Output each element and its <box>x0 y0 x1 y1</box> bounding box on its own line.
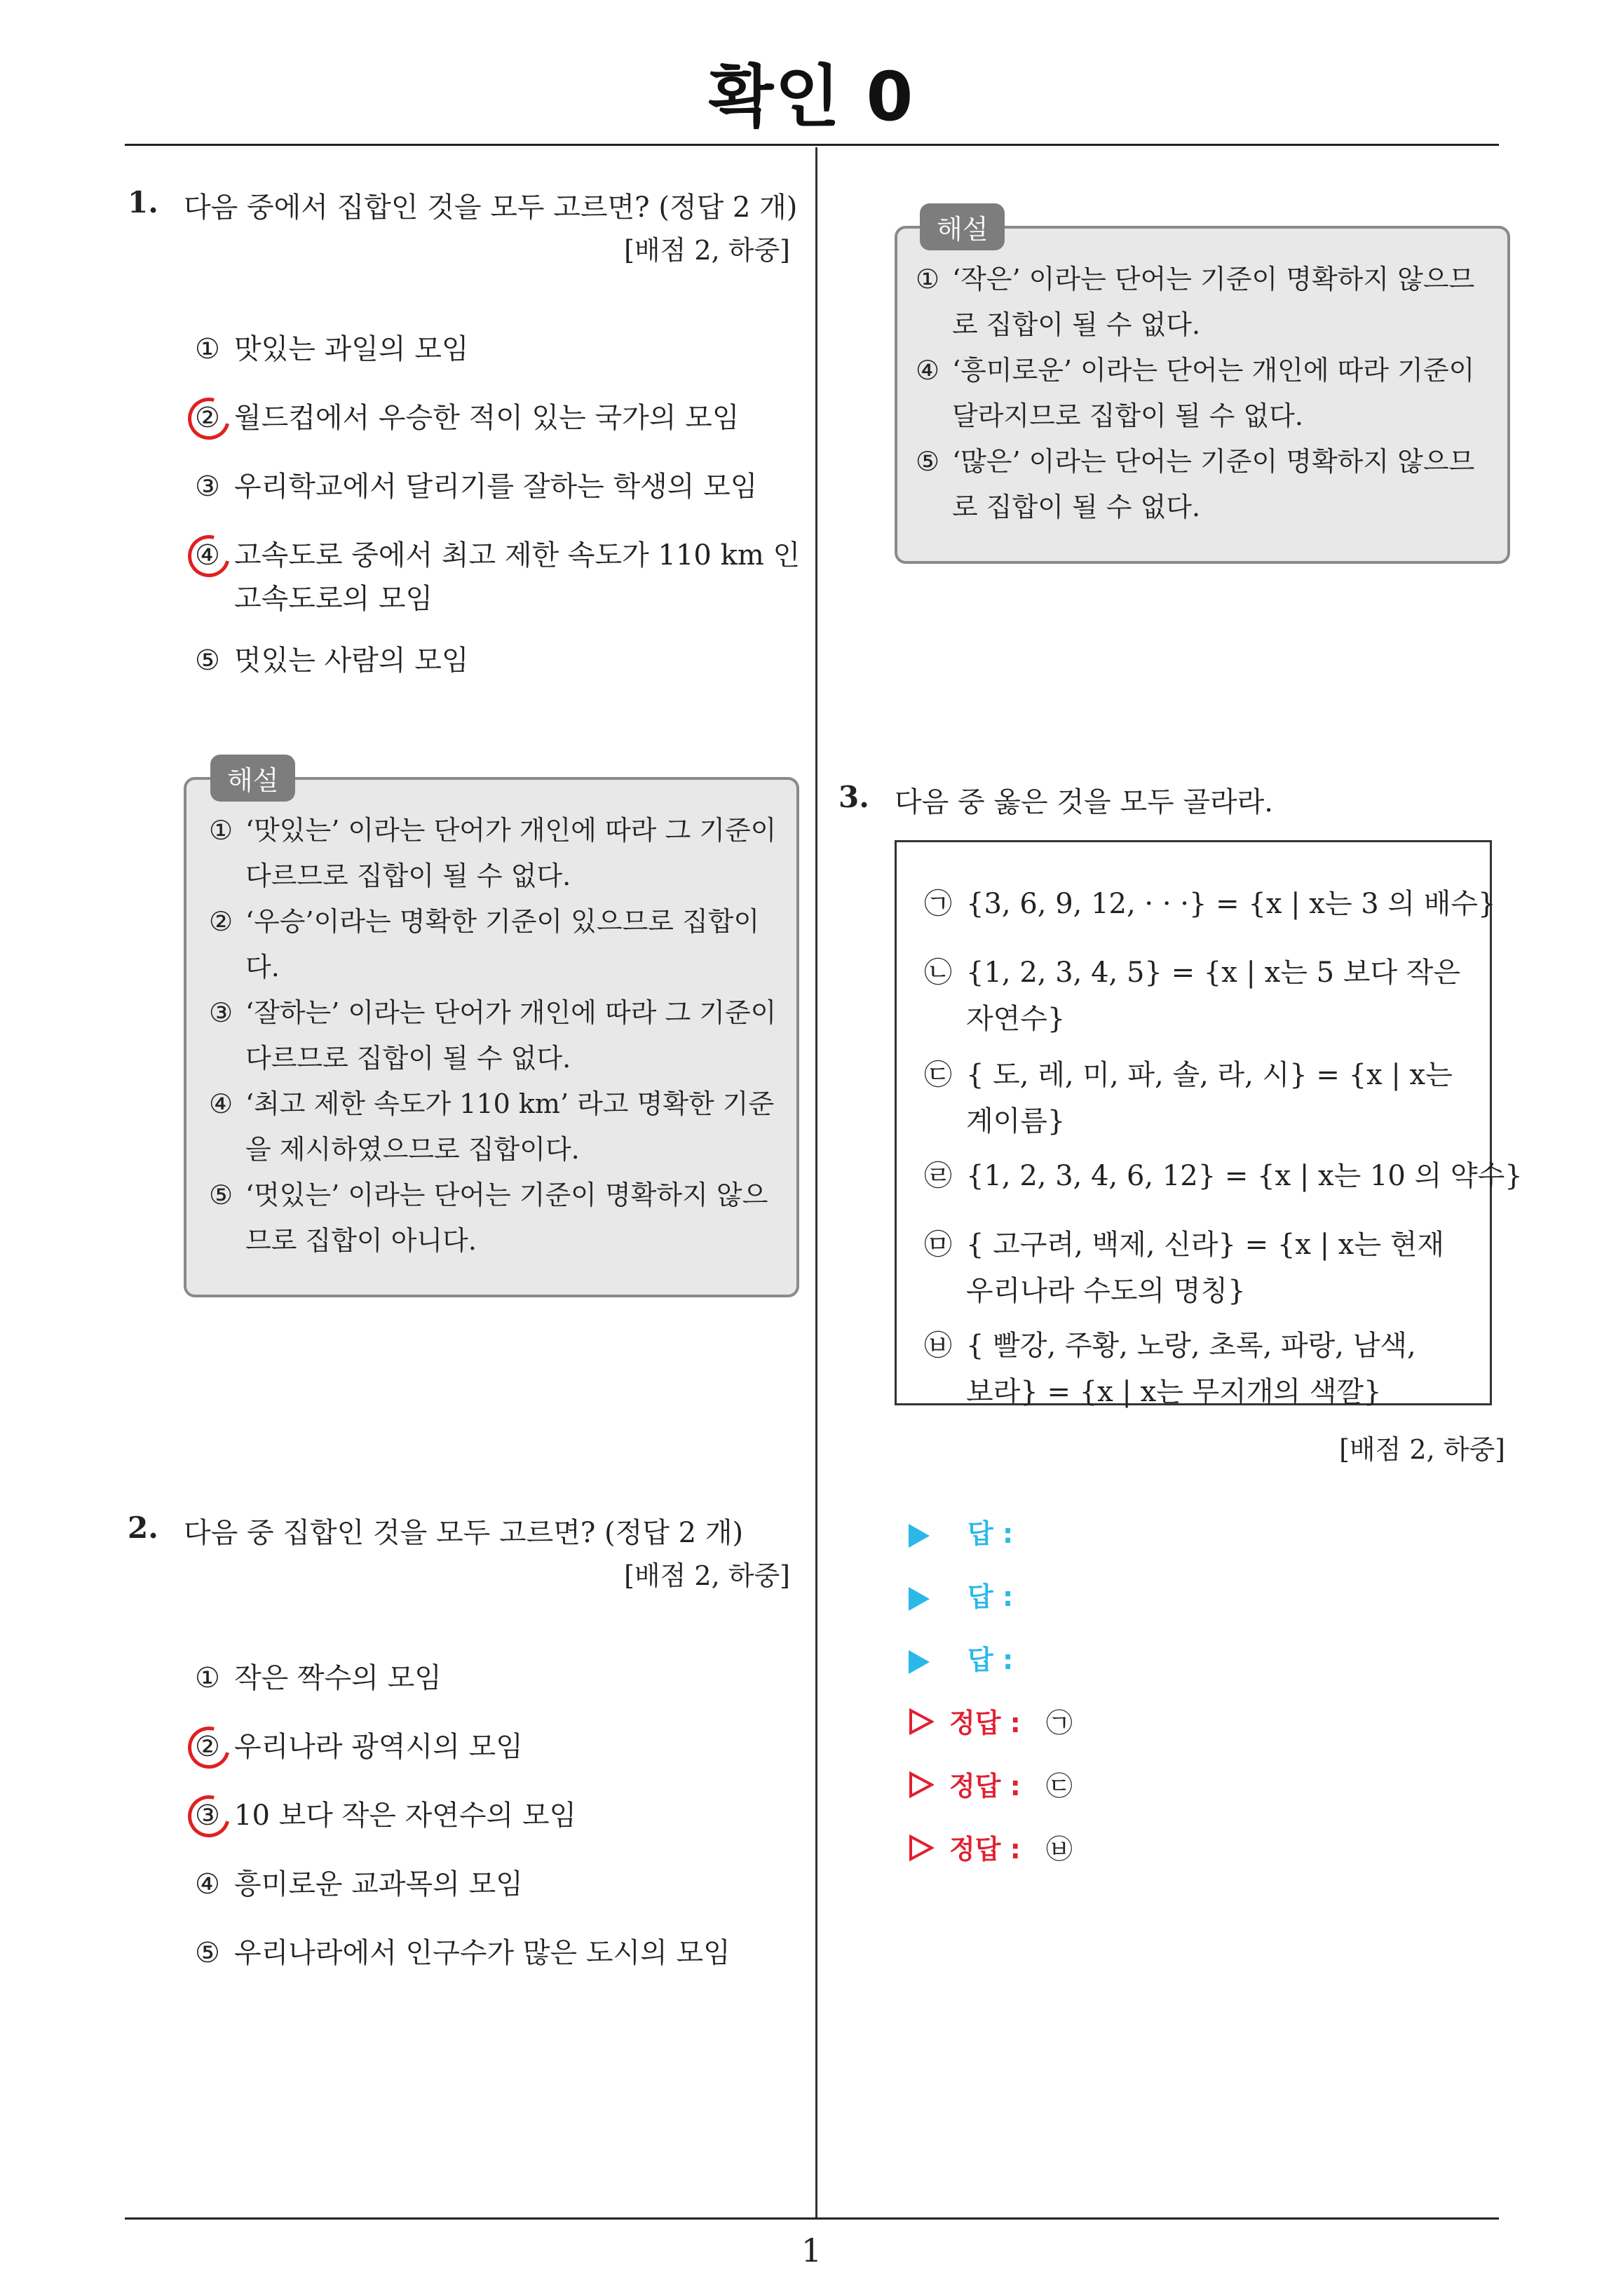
statement-text <box>966 1052 1453 1144</box>
question-text: 다음 중에서 집합인 것을 모두 고르면? (정답 2 개) <box>184 191 798 224</box>
explanation-text <box>245 990 776 1081</box>
statement-label: ㉡ <box>924 957 952 989</box>
option-3[interactable] <box>195 1794 576 1837</box>
statement-item <box>924 1222 1444 1314</box>
option-text <box>234 1656 442 1700</box>
explanation-tag: 해설 <box>210 755 295 802</box>
play-triangle-icon <box>909 1524 930 1548</box>
explanation-line: ‘작은’ 이라는 단어는 기준이 명확하지 않으므 <box>952 264 1475 295</box>
statement-item <box>924 1052 1453 1144</box>
option-line: 월드컵에서 우승한 적이 있는 국가의 모임 <box>234 402 740 434</box>
correct-answer-label: 정답 : <box>949 1834 1021 1865</box>
option-line: 우리나라 광역시의 모임 <box>234 1731 523 1763</box>
statement-label: ㉠ <box>924 888 952 920</box>
explanation-list <box>209 808 777 1264</box>
explanation-line: 다르므로 집합이 될 수 없다. <box>245 860 571 891</box>
option-1[interactable] <box>195 1656 442 1700</box>
option-text <box>234 1725 523 1769</box>
option-text <box>234 534 800 621</box>
explanation-item <box>916 348 1490 439</box>
question-number: 3. <box>838 780 869 814</box>
explanation-tag: 해설 <box>920 203 1005 250</box>
answer-blank-row[interactable] <box>909 1638 1013 1677</box>
statement-label: ㉥ <box>924 1330 952 1362</box>
correct-answer-label: 정답 : <box>949 1771 1021 1802</box>
explanation-item <box>916 257 1490 348</box>
column-divider <box>815 147 817 2219</box>
explanation-text <box>952 348 1474 439</box>
explanation-line: ‘많은’ 이라는 단어는 기준이 명확하지 않으므 <box>952 446 1475 477</box>
outline-triangle-icon <box>909 1708 934 1741</box>
explanation-line: 로 집합이 될 수 없다. <box>952 492 1201 522</box>
option-2[interactable] <box>195 1725 523 1769</box>
statement-text <box>966 1323 1416 1415</box>
explanation-line: 로 집합이 될 수 없다. <box>952 309 1201 340</box>
page-title: 확인 0 <box>708 58 915 136</box>
statement-label: ㉤ <box>924 1229 952 1261</box>
statement-line: { 빨강, 주황, 노랑, 초록, 파랑, 남색, <box>966 1330 1416 1362</box>
statement-line: { 도, 레, 미, 파, 솔, 라, 시} = {x | x는 <box>966 1059 1453 1091</box>
correct-answer-row <box>909 1764 1073 1804</box>
explanation-number: ③ <box>209 997 233 1028</box>
statement-item <box>924 1323 1416 1415</box>
explanation-item <box>209 1081 777 1173</box>
play-triangle-icon <box>909 1587 930 1611</box>
statement-item <box>924 881 1495 927</box>
statement-label: ㉣ <box>924 1160 952 1192</box>
explanation-number: ④ <box>209 1088 233 1119</box>
statement-item <box>924 1153 1523 1199</box>
option-line: 흥미로운 교과목의 모임 <box>234 1868 523 1900</box>
explanation-line: 므로 집합이 아니다. <box>245 1225 477 1256</box>
question-meta: [배점 2, 하중] <box>624 1560 790 1591</box>
option-2[interactable] <box>195 396 739 440</box>
explanation-number: ⑤ <box>209 1180 233 1210</box>
explanation-line: ‘흥미로운’ 이라는 단어는 개인에 따라 기준이 <box>952 355 1475 386</box>
option-number: ③ <box>195 471 220 503</box>
option-text <box>234 327 469 371</box>
explanation-line: 을 제시하였으므로 집합이다. <box>245 1134 580 1165</box>
answer-label: 답 : <box>967 1581 1014 1612</box>
explanation-number: ④ <box>916 355 940 386</box>
question-number: 1. <box>128 185 158 220</box>
option-number: ② <box>195 402 220 434</box>
option-text <box>234 1931 731 1975</box>
outline-triangle-icon <box>909 1835 934 1868</box>
explanation-text <box>245 1081 774 1173</box>
option-line: 작은 짝수의 모임 <box>234 1662 442 1694</box>
correct-answer-label: 정답 : <box>949 1708 1021 1738</box>
question-meta: [배점 2, 하중] <box>624 235 790 266</box>
statement-text <box>966 881 1495 927</box>
explanation-text <box>952 439 1474 530</box>
explanation-number: ② <box>209 906 233 937</box>
option-5[interactable] <box>195 1931 731 1975</box>
question-meta: [배점 2, 하중] <box>1339 1434 1505 1465</box>
statement-line: {1, 2, 3, 4, 6, 12} = {x | x는 10 의 약수} <box>966 1160 1523 1192</box>
option-line: 멋있는 사람의 모임 <box>234 644 469 677</box>
explanation-text <box>245 808 776 899</box>
option-text <box>234 1794 576 1837</box>
explanation-item <box>209 808 777 899</box>
statement-label: ㉢ <box>924 1059 952 1091</box>
option-number: ① <box>195 1662 220 1694</box>
question-text: 다음 중 집합인 것을 모두 고르면? (정답 2 개) <box>184 1517 744 1549</box>
question-number: 2. <box>128 1511 158 1545</box>
question-text: 다음 중 옳은 것을 모두 골라라. <box>895 786 1273 818</box>
option-number: ④ <box>195 1868 220 1900</box>
correct-answer-value: ㉢ <box>1045 1771 1073 1802</box>
correct-answer-value: ㉠ <box>1045 1708 1073 1738</box>
option-number: ⑤ <box>195 1937 220 1969</box>
explanation-number: ① <box>209 815 233 846</box>
explanation-line: 달라지므로 집합이 될 수 없다. <box>952 400 1303 431</box>
top-divider <box>125 144 1499 146</box>
option-3[interactable] <box>195 465 757 508</box>
explanation-line: ‘최고 제한 속도가 110 km’ 라고 명확한 기준 <box>245 1088 775 1119</box>
correct-answer-value: ㉥ <box>1045 1834 1073 1865</box>
option-number: ① <box>195 333 220 365</box>
statement-line: {3, 6, 9, 12, · · ·} = {x | x는 3 의 배수} <box>966 888 1496 920</box>
option-4[interactable] <box>195 534 800 621</box>
statement-line: 우리나라 수도의 명칭} <box>966 1275 1246 1307</box>
option-line: 맛있는 과일의 모임 <box>234 333 469 365</box>
explanation-item <box>209 1173 777 1264</box>
explanation-number: ① <box>916 264 940 295</box>
explanation-line: ‘우승’이라는 명확한 기준이 있으므로 집합이 <box>245 906 760 937</box>
option-text <box>234 639 469 682</box>
option-number: ③ <box>195 1799 220 1832</box>
play-triangle-icon <box>909 1650 930 1674</box>
explanation-line: 다. <box>245 952 280 982</box>
statement-text <box>966 950 1460 1042</box>
option-line: 우리학교에서 달리기를 잘하는 학생의 모임 <box>234 471 758 503</box>
correct-answer-row <box>909 1701 1073 1741</box>
bottom-divider <box>125 2217 1499 2220</box>
explanation-item <box>916 439 1490 530</box>
option-line: 고속도로 중에서 최고 제한 속도가 110 km 인 <box>234 539 801 572</box>
statement-line: 보라} = {x | x는 무지개의 색깔} <box>966 1376 1382 1408</box>
explanation-line: ‘잘하는’ 이라는 단어가 개인에 따라 그 기준이 <box>245 997 777 1028</box>
option-4[interactable] <box>195 1863 523 1906</box>
page-number: 1 <box>801 2231 822 2269</box>
outline-triangle-icon <box>909 1771 934 1804</box>
correct-answer-row <box>909 1828 1073 1868</box>
answer-blank-row[interactable] <box>909 1512 1013 1551</box>
option-1[interactable] <box>195 327 469 371</box>
explanation-number: ⑤ <box>916 446 940 477</box>
answer-label: 답 : <box>967 1645 1014 1675</box>
option-text <box>234 396 739 440</box>
statement-item <box>924 950 1460 1042</box>
option-5[interactable] <box>195 639 469 682</box>
option-line: 고속도로의 모임 <box>234 583 433 615</box>
statement-line: {1, 2, 3, 4, 5} = {x | x는 5 보다 작은 <box>966 957 1461 989</box>
option-line: 10 보다 작은 자연수의 모임 <box>234 1799 577 1832</box>
explanation-item <box>209 990 777 1081</box>
statement-text <box>966 1222 1444 1314</box>
explanation-text <box>245 899 759 990</box>
option-number: ④ <box>195 539 220 572</box>
explanation-line: ‘맛있는’ 이라는 단어가 개인에 따라 그 기준이 <box>245 815 777 846</box>
answer-blank-row[interactable] <box>909 1575 1013 1614</box>
explanation-text <box>245 1173 768 1264</box>
explanation-text <box>952 257 1474 348</box>
statement-line: { 고구려, 백제, 신라} = {x | x는 현재 <box>966 1229 1445 1261</box>
option-text <box>234 1863 523 1906</box>
statement-line: 자연수} <box>966 1003 1066 1035</box>
explanation-item <box>209 899 777 990</box>
option-line: 우리나라에서 인구수가 많은 도시의 모임 <box>234 1937 731 1969</box>
explanation-line: 다르므로 집합이 될 수 없다. <box>245 1043 571 1074</box>
option-text <box>234 465 757 508</box>
option-number: ② <box>195 1731 220 1763</box>
explanation-list <box>916 257 1490 530</box>
answer-label: 답 : <box>967 1518 1014 1549</box>
statement-text <box>966 1153 1523 1199</box>
option-number: ⑤ <box>195 644 220 677</box>
statement-line: 계이름} <box>966 1105 1066 1137</box>
explanation-line: ‘멋있는’ 이라는 단어는 기준이 명확하지 않으 <box>245 1180 768 1210</box>
